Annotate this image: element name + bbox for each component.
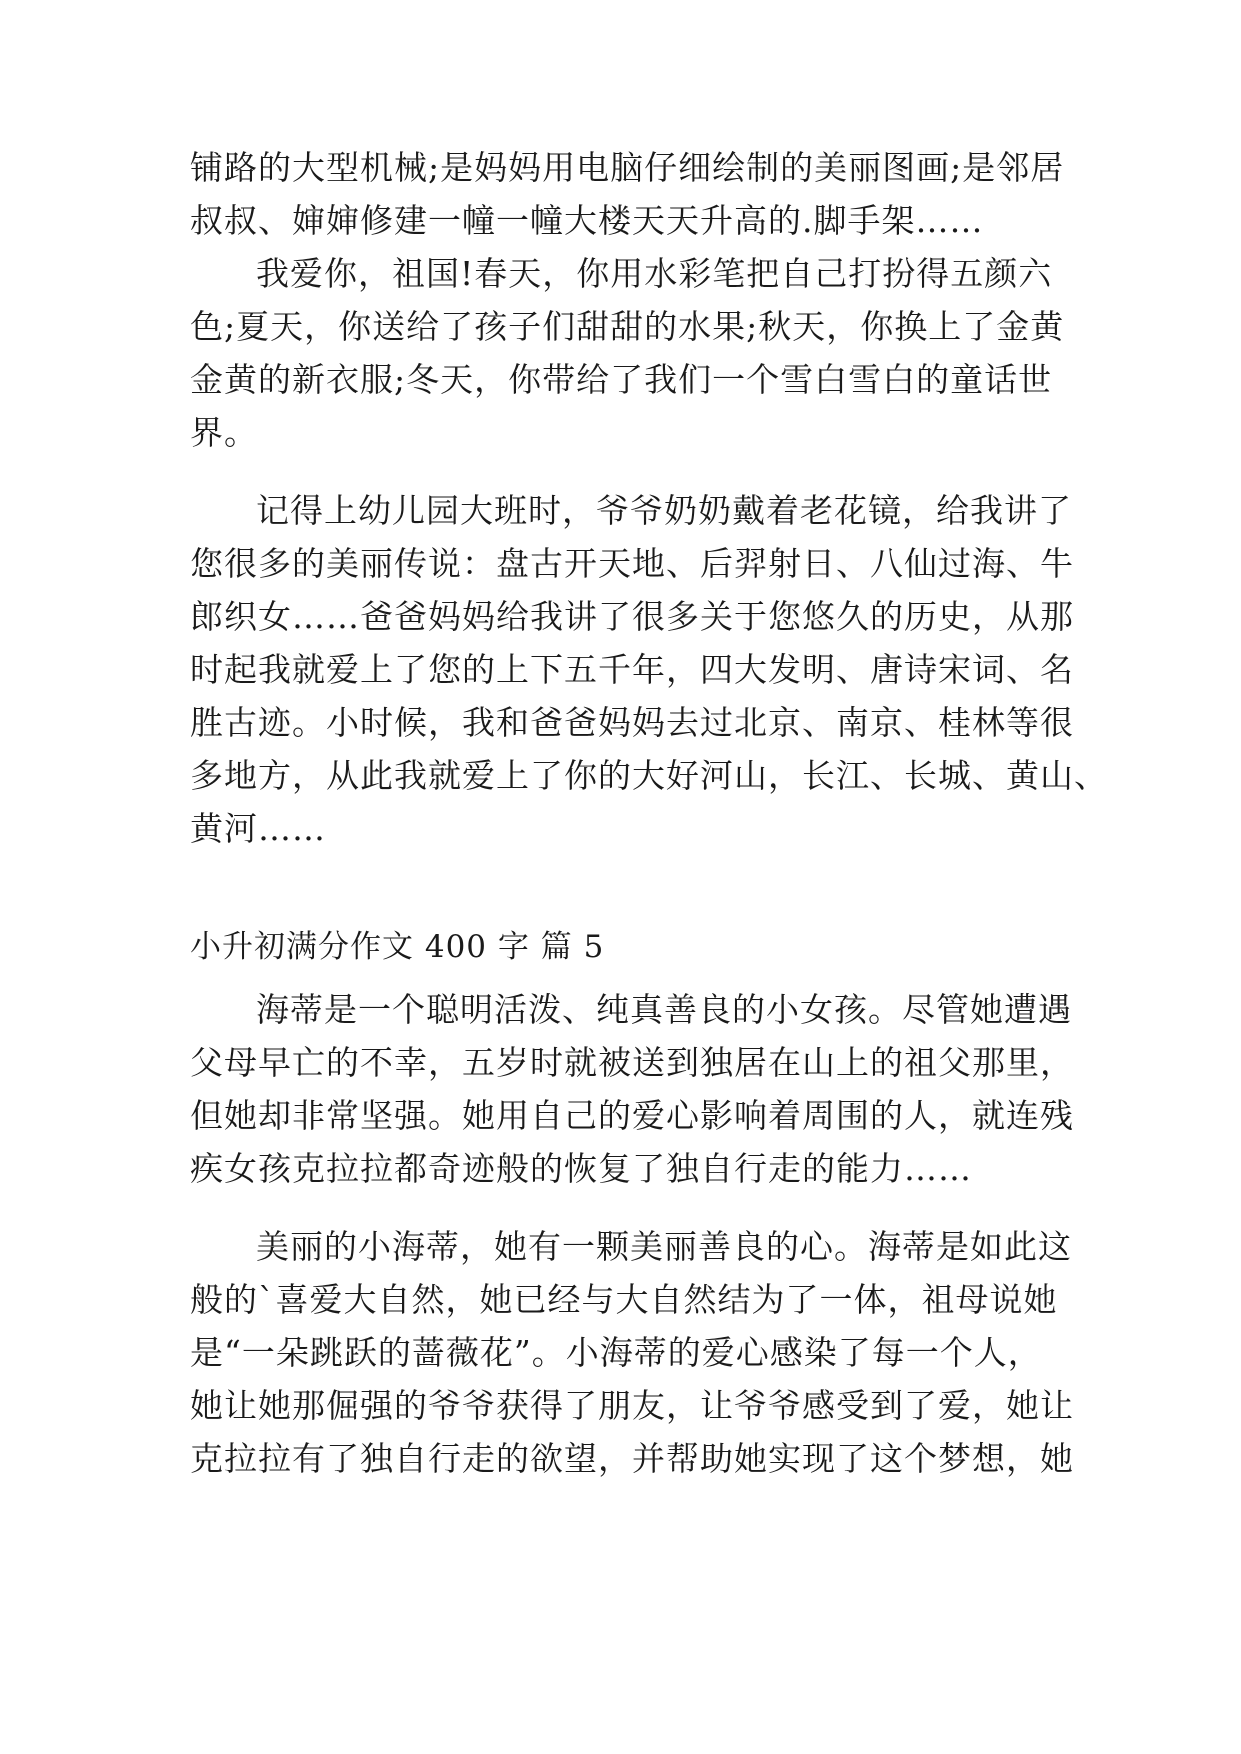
text-line: 金黄的新衣服;冬天，你带给了我们一个雪白雪白的童话世 xyxy=(190,360,1053,399)
text-line: 黄河…… xyxy=(190,809,326,848)
text-line: 胜古迹。小时候，我和爸爸妈妈去过北京、南京、桂林等很 xyxy=(190,703,1074,742)
text-line: 时起我就爱上了您的上下五千年，四大发明、唐诗宋词、名 xyxy=(190,650,1074,689)
text-line: 海蒂是一个聪明活泼、纯真善良的小女孩。尽管她遭遇 xyxy=(256,990,1072,1029)
text-line: 您很多的美丽传说：盘古开天地、后羿射日、八仙过海、牛 xyxy=(190,544,1074,583)
text-line: 克拉拉有了独自行走的欲望，并帮助她实现了这个梦想，她 xyxy=(190,1439,1074,1478)
text-line: 我爱你，祖国!春天，你用水彩笔把自己打扮得五颜六 xyxy=(256,254,1053,293)
text-line: 她让她那倔强的爷爷获得了朋友，让爷爷感受到了爱，她让 xyxy=(190,1386,1074,1425)
text-line: 铺路的大型机械;是妈妈用电脑仔细绘制的美丽图画;是邻居 xyxy=(190,148,1065,187)
section-heading: 小升初满分作文 400 字 篇 5 xyxy=(190,929,605,965)
text-line: 美丽的小海蒂，她有一颗美丽善良的心。海蒂是如此这 xyxy=(256,1227,1072,1266)
text-line: 父母早亡的不幸，五岁时就被送到独居在山上的祖父那里， xyxy=(190,1043,1074,1082)
text-line: 般的`喜爱大自然，她已经与大自然结为了一体，祖母说她 xyxy=(190,1280,1058,1319)
text-line: 疾女孩克拉拉都奇迹般的恢复了独自行走的能力…… xyxy=(190,1149,972,1188)
text-line: 是“一朵跳跃的蔷薇花”。小海蒂的爱心感染了每一个人， xyxy=(190,1333,1042,1372)
text-line: 色;夏天，你送给了孩子们甜甜的水果;秋天，你换上了金黄 xyxy=(190,307,1065,346)
text-line: 记得上幼儿园大班时，爷爷奶奶戴着老花镜，给我讲了 xyxy=(256,491,1072,530)
text-line: 界。 xyxy=(190,413,258,452)
text-line: 多地方，从此我就爱上了你的大好河山，长江、长城、黄山、 xyxy=(190,756,1108,795)
text-line: 郎织女……爸爸妈妈给我讲了很多关于您悠久的历史，从那 xyxy=(190,597,1074,636)
text-line: 叔叔、婶婶修建一幢一幢大楼天天升高的.脚手架…… xyxy=(190,201,984,240)
text-line: 但她却非常坚强。她用自己的爱心影响着周围的人，就连残 xyxy=(190,1096,1074,1135)
